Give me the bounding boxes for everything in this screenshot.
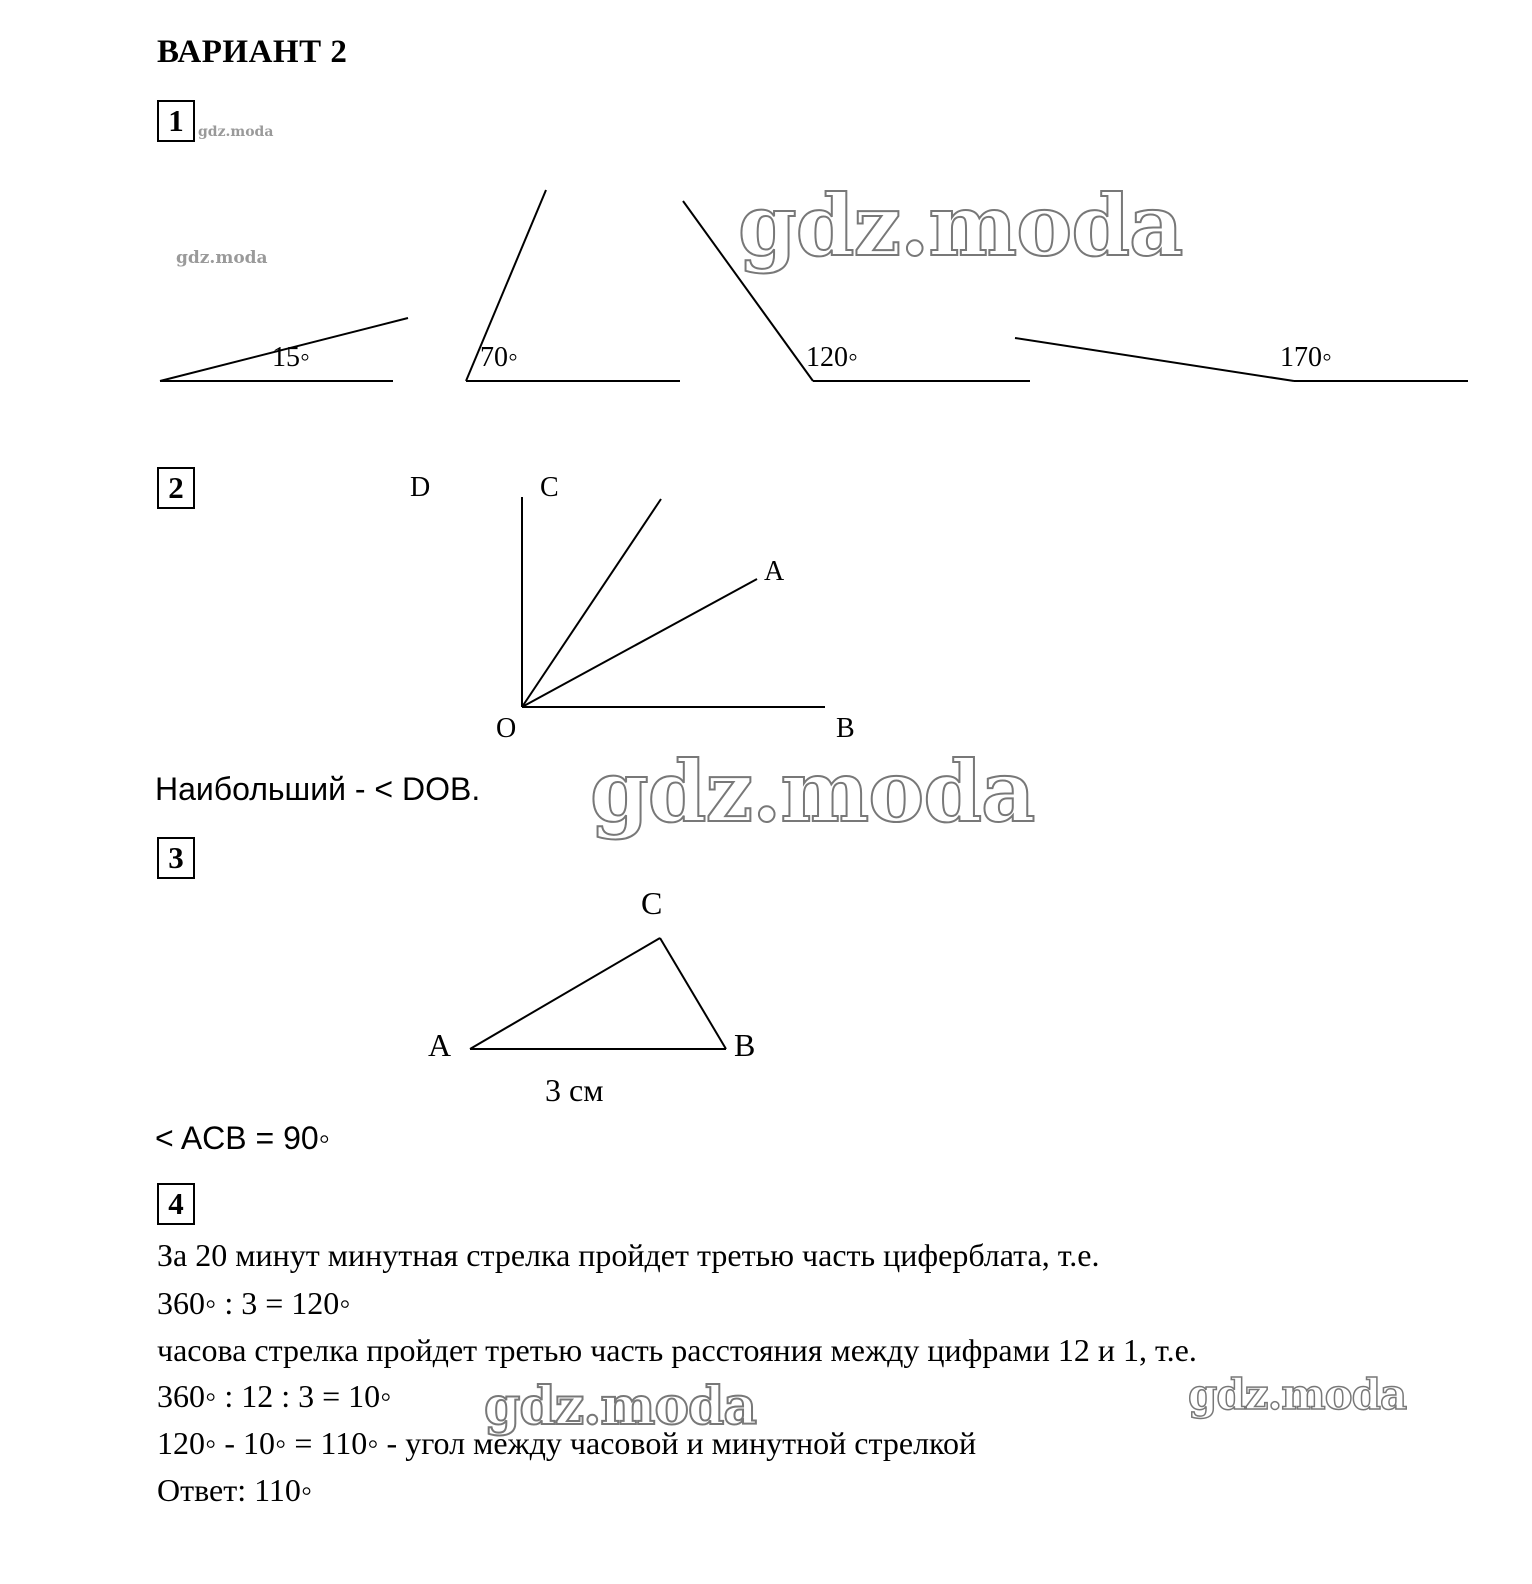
point-label-A: A (764, 556, 785, 587)
angle-120-ray (683, 201, 813, 381)
task-4-line-6: Ответ: 110◦ (157, 1472, 313, 1508)
task-4-line-3: часова стрелка пройдет третью часть расстояния между цифрами 12 и 1, т.е. (157, 1332, 1197, 1368)
point-label-A: A (428, 1027, 452, 1063)
page-title: ВАРИАНТ 2 (157, 34, 348, 70)
watermark-small: gdz.moda (198, 124, 274, 140)
point-label-B: B (734, 1027, 756, 1063)
task-number-3: 3 (157, 837, 195, 879)
point-label-B: B (836, 713, 855, 744)
point-label-D: D (410, 472, 431, 503)
task-3-answer: < ACB = 90◦ (155, 1120, 331, 1156)
angle-label-15: 15◦ (272, 342, 310, 373)
task-2-answer: Наибольший - < DOB. (155, 771, 481, 807)
angle-label-170: 170◦ (1280, 342, 1332, 373)
watermark: gdz.moda (484, 1376, 757, 1437)
task-4-line-2: 360◦ : 3 = 120◦ (157, 1285, 351, 1321)
task-number-1: 1 (157, 100, 195, 142)
ray-OC (522, 499, 661, 707)
angle-170-ray (1015, 338, 1294, 381)
watermark-small: gdz.moda (176, 248, 268, 268)
point-label-C: C (540, 472, 559, 503)
angle-label-70: 70◦ (480, 342, 518, 373)
angle-label-120: 120◦ (806, 342, 858, 373)
watermark: gdz.moda (1188, 1370, 1407, 1419)
watermark: gdz.moda (738, 176, 1183, 275)
ray-OA (522, 579, 757, 707)
task-number-4: 4 (157, 1183, 195, 1225)
triangle-side-AC (470, 938, 660, 1049)
task-number-2: 2 (157, 467, 195, 509)
point-label-C: C (641, 885, 663, 921)
point-label-O: O (496, 713, 517, 744)
task-4-line-4: 360◦ : 12 : 3 = 10◦ (157, 1378, 392, 1414)
triangle-side-CB (660, 938, 726, 1049)
watermark: gdz.moda (590, 742, 1035, 841)
side-length-label: 3 см (545, 1072, 604, 1108)
task-4-line-1: За 20 минут минутная стрелка пройдет третью часть циферблата, т.е. (157, 1237, 1100, 1273)
task-4-line-5: 120◦ - 10◦ = 110◦ - угол между часовой и минутной стрелкой (157, 1425, 977, 1461)
